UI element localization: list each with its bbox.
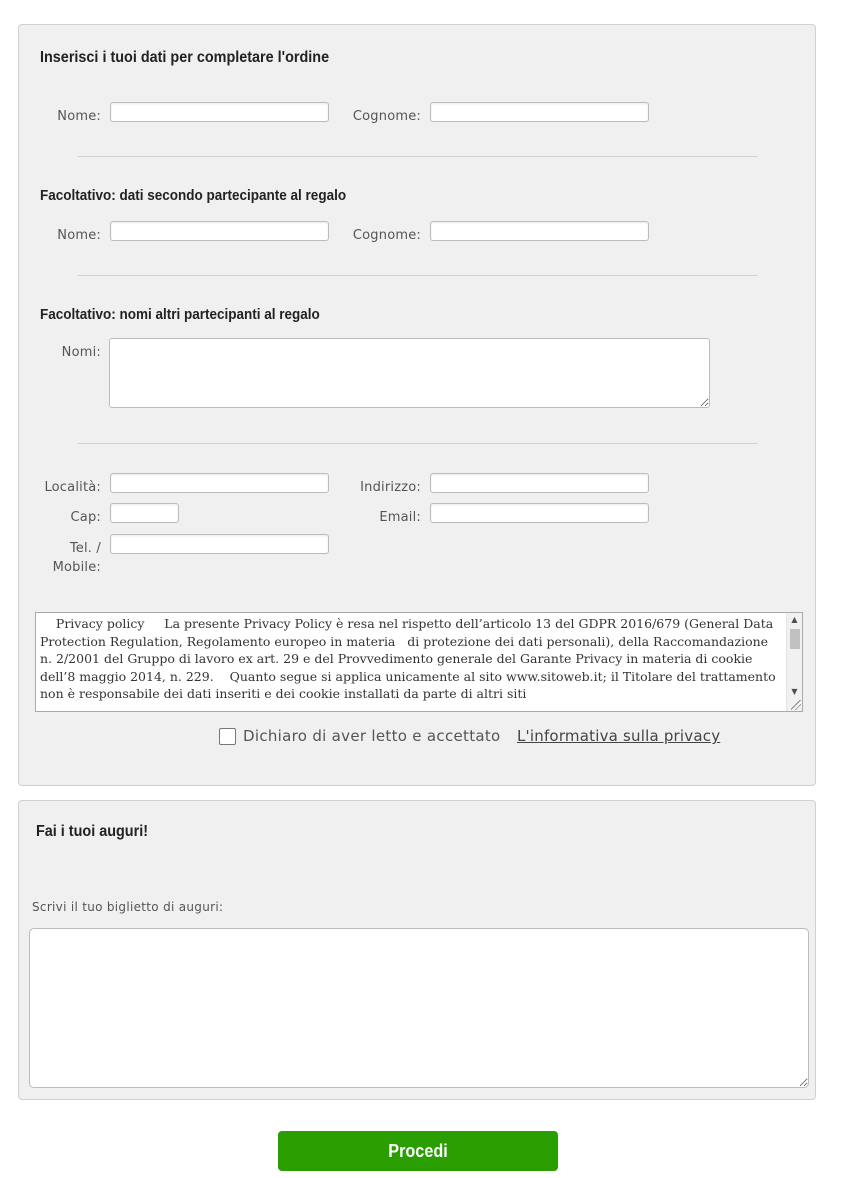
greeting-card-textarea[interactable] [29, 928, 809, 1088]
scroll-thumb[interactable] [790, 629, 800, 649]
order-form-panel [18, 24, 816, 786]
city-label: Località: [44, 480, 101, 495]
wishes-title: Fai i tuoi auguri! [36, 823, 148, 840]
phone-input[interactable] [110, 534, 329, 554]
street-label: Indirizzo: [360, 480, 421, 495]
second-participant-title: Facoltativo: dati secondo partecipante al regalo [40, 187, 347, 204]
street-input[interactable] [430, 473, 649, 493]
order-form-title: Inserisci i tuoi dati per completare l'ordine [40, 49, 330, 66]
section-divider [78, 443, 758, 444]
second-last-name-label: Cognome: [352, 228, 421, 243]
proceed-button[interactable]: Procedi [278, 1131, 558, 1171]
email-label: Email: [379, 510, 421, 525]
privacy-policy-link[interactable]: L'informativa sulla privacy [517, 727, 721, 745]
last-name-input[interactable] [430, 102, 649, 122]
scroll-up-arrow-icon[interactable]: ▲ [791, 615, 798, 624]
second-first-name-input[interactable] [110, 221, 329, 241]
first-name-label: Nome: [57, 109, 101, 124]
first-name-input[interactable] [110, 102, 329, 122]
privacy-consent-checkbox[interactable] [219, 728, 236, 745]
names-label: Nomi: [61, 345, 101, 360]
section-divider [78, 156, 758, 157]
section-divider [78, 275, 758, 276]
privacy-policy-textarea[interactable] [35, 612, 803, 712]
phone-label: Tel. / Mobile: [52, 541, 101, 575]
privacy-policy-text: Privacy policy La presente Privacy Policy è resa nel rispetto dell’articolo 13 del GDPR 2016/679 (General Data Protection Regulation, Regolamento europeo in materia di protezione dei dati personali), della Raccomandazione n. 2/2001 del Gruppo di lavoro ex art. 29 e del Provvedimento generale del Garante Privacy in materia di cookie dell’8 maggio 2014, n. 229. Quanto segue si applica unicamente al sito www.sitoweb.it; il Titolare del trattamento non è responsabile dei dati inseriti e dei cookie installati da parte di altri siti [40, 616, 780, 701]
second-last-name-input[interactable] [430, 221, 649, 241]
zip-label: Cap: [70, 510, 101, 525]
privacy-consent-label: Dichiaro di aver letto e accettato [243, 727, 501, 745]
other-names-textarea[interactable] [109, 338, 710, 408]
other-participants-title: Facoltativo: nomi altri partecipanti al regalo [40, 306, 320, 323]
last-name-label: Cognome: [352, 109, 421, 124]
zip-input[interactable] [110, 503, 179, 523]
city-input[interactable] [110, 473, 329, 493]
greeting-card-label: Scrivi il tuo biglietto di auguri: [32, 900, 224, 914]
scroll-down-arrow-icon[interactable]: ▼ [791, 687, 798, 696]
second-first-name-label: Nome: [57, 228, 101, 243]
privacy-scrollbar[interactable] [786, 613, 802, 711]
wishes-panel [18, 800, 816, 1100]
email-input[interactable] [430, 503, 649, 523]
resize-grip-icon[interactable] [791, 700, 801, 710]
